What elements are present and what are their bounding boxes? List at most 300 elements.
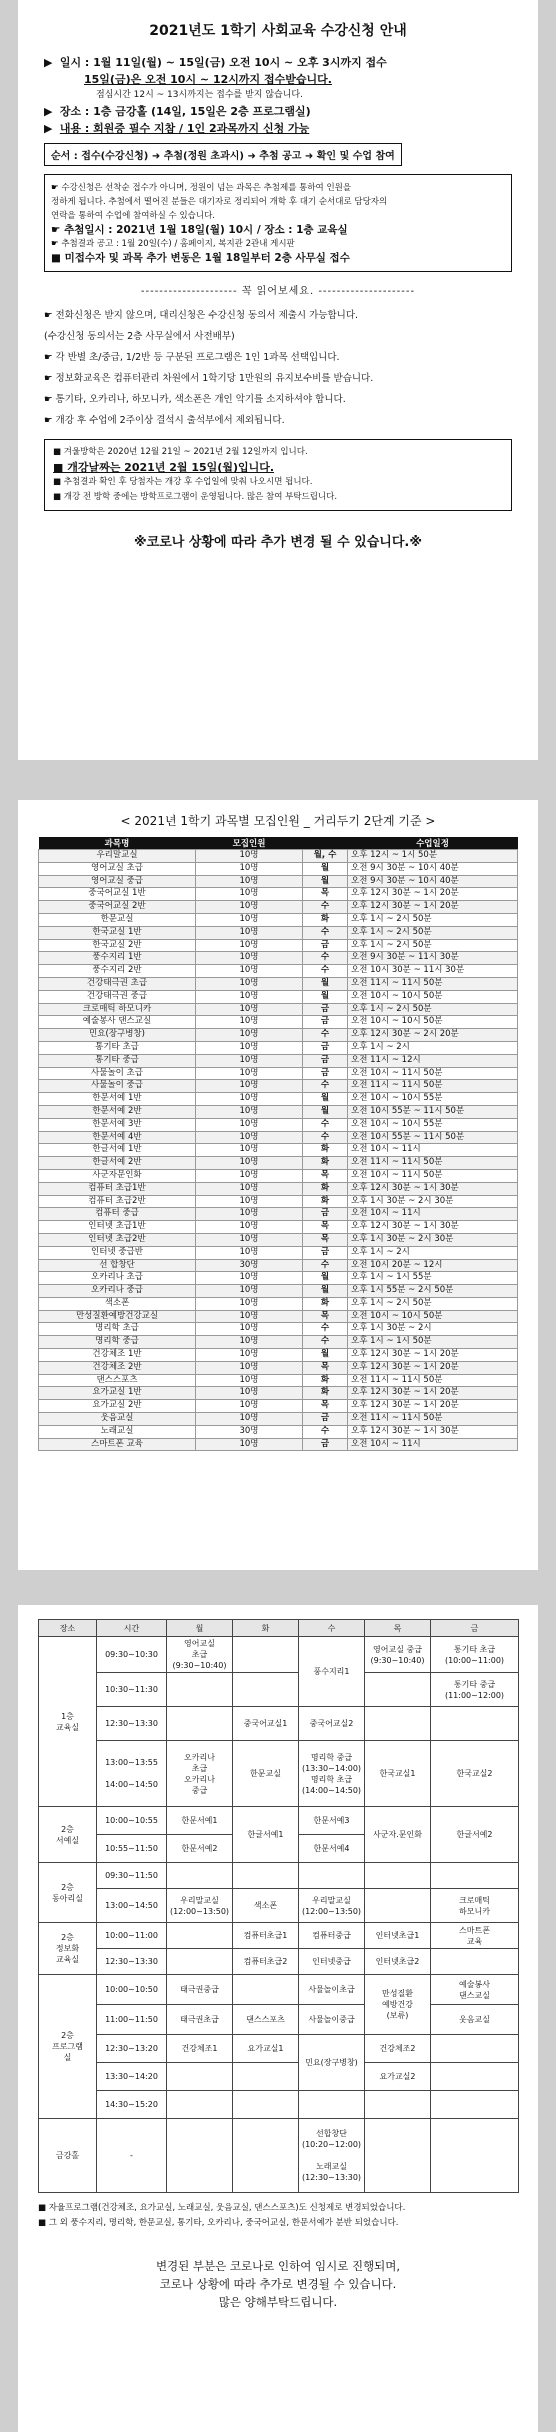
day-cell: 금 — [303, 939, 348, 952]
schedule-cell: 오전 9시 30분 ~ 10시 40분 — [348, 862, 518, 875]
capacity-cell: 10명 — [196, 850, 303, 863]
capacity-cell: 10명 — [196, 875, 303, 888]
timetable-cell: 인터넷중급 — [299, 1949, 365, 1975]
schedule-cell: 오전 10시 ~ 10시 50분 — [348, 1016, 518, 1029]
schedule-cell: 오후 1시 ~ 2시 — [348, 1246, 518, 1259]
th-thu: 목 — [365, 1620, 431, 1637]
timetable-cell — [167, 2119, 233, 2193]
timetable-body — [39, 1637, 519, 2193]
timetable-cell: 2층 프로그램 실 — [39, 1975, 97, 2119]
table-row — [39, 1054, 518, 1067]
subject-cell: 민요(장구병창) — [39, 1029, 196, 1042]
table-row — [39, 1169, 518, 1182]
timetable-cell: 컴퓨터초급2 — [233, 1949, 299, 1975]
timetable-cell: 통기타 초급 (10:00~11:00) — [431, 1637, 519, 1673]
recruitment-table — [38, 837, 518, 1451]
timetable-cell: 10:00~10:50 — [97, 1975, 167, 2005]
schedule-cell: 오후 12시 30분 ~ 1시 30분 — [348, 1221, 518, 1234]
timetable-cell — [233, 2063, 299, 2091]
timetable-cell — [167, 1707, 233, 1741]
timetable-cell: 우리말교실 (12:00~13:50) — [167, 1889, 233, 1923]
timetable-cell: 오카리나 초급 오카리나 중급 — [167, 1741, 233, 1807]
timetable-cell: 한문서예3 — [299, 1807, 365, 1835]
timetable-cell — [365, 1673, 431, 1707]
schedule-cell: 오후 12시 30분 ~ 1시 20분 — [348, 901, 518, 914]
capacity-cell: 10명 — [196, 1016, 303, 1029]
timetable-cell: 10:00~11:00 — [97, 1923, 167, 1949]
subject-cell: 영어교실 초급 — [39, 862, 196, 875]
timetable-cell — [233, 1673, 299, 1707]
timetable-cell: 12:30~13:30 — [97, 1707, 167, 1741]
schedule-cell: 오후 12시 30분 ~ 1시 20분 — [348, 1361, 518, 1374]
day-cell: 월 — [303, 1285, 348, 1298]
schedule-cell: 오전 10시 ~ 11시 50분 — [348, 1067, 518, 1080]
subject-cell: 사물놀이 중급 — [39, 1080, 196, 1093]
day-cell: 목 — [303, 1361, 348, 1374]
day-cell: 금 — [303, 1413, 348, 1426]
subject-cell: 스마트폰 교육 — [39, 1438, 196, 1451]
table-row — [39, 1131, 518, 1144]
day-cell: 금 — [303, 1246, 348, 1259]
table-row — [39, 1272, 518, 1285]
timetable-cell: 한국교실2 — [431, 1741, 519, 1807]
subject-cell: 한국교실 2반 — [39, 939, 196, 952]
day-cell: 금 — [303, 1003, 348, 1016]
table-row — [39, 1374, 518, 1387]
timetable-cell: 13:00~14:50 — [97, 1889, 167, 1923]
capacity-cell: 10명 — [196, 1374, 303, 1387]
timetable-cell — [299, 2091, 365, 2119]
schedule-cell: 오후 12시 ~ 1시 50분 — [348, 850, 518, 863]
subject-cell: 풍수지리 1반 — [39, 952, 196, 965]
timetable-cell — [167, 1949, 233, 1975]
timetable-cell: 웃음교실 — [431, 2005, 519, 2035]
timetable-cell — [431, 2035, 519, 2063]
timetable-cell: 스마트폰 교육 — [431, 1923, 519, 1949]
notice-page — [18, 0, 538, 760]
timetable-cell — [365, 1863, 431, 1889]
capacity-cell: 10명 — [196, 1003, 303, 1016]
timetable-cell: 14:30~15:20 — [97, 2091, 167, 2119]
place-text: 장소 : 1층 금강홀 (14일, 15일은 2층 프로그램실) — [59, 105, 311, 118]
subject-cell: 중국어교실 2반 — [39, 901, 196, 914]
header-day — [303, 837, 348, 850]
capacity-cell: 10명 — [196, 1361, 303, 1374]
timetable-cell: 2층 동아리실 — [39, 1863, 97, 1923]
subject-cell: 요가교실 1반 — [39, 1387, 196, 1400]
timetable-cell: 만성질환 예방건강 (보류) — [365, 1975, 431, 2035]
table-row — [39, 1285, 518, 1298]
timetable-cell: 통기타 중급 (11:00~12:00) — [431, 1673, 519, 1707]
day-cell: 화 — [303, 913, 348, 926]
capacity-cell: 10명 — [196, 1093, 303, 1106]
day-cell: 월 — [303, 1093, 348, 1106]
corona-notice: ※코로나 상황에 따라 추가 변경 될 수 있습니다.※ — [134, 535, 422, 550]
subject-cell: 예술봉사 댄스교실 — [39, 1016, 196, 1029]
schedule-cell: 오후 1시 55분 ~ 2시 50분 — [348, 1285, 518, 1298]
timetable-cell: 13:30~14:20 — [97, 2063, 167, 2091]
schedule-cell: 오후 1시 ~ 2시 50분 — [348, 1297, 518, 1310]
table-row — [39, 1259, 518, 1272]
subject-cell: 웃음교실 — [39, 1413, 196, 1426]
note-item: ☛ 통기타, 오카리나, 하모니카, 색소폰은 개인 악기를 소지하셔야 합니다. — [44, 394, 346, 405]
timetable-cell — [233, 1637, 299, 1673]
day-cell: 월, 수 — [303, 850, 348, 863]
subject-cell: 댄스스포츠 — [39, 1374, 196, 1387]
timetable-cell: 예술봉사 댄스교실 — [431, 1975, 519, 2005]
timetable-cell: 인터넷초급1 — [365, 1923, 431, 1949]
subject-cell: 오카리나 초급 — [39, 1272, 196, 1285]
day-cell: 수 — [303, 965, 348, 978]
capacity-cell: 10명 — [196, 1118, 303, 1131]
table-row — [39, 1041, 518, 1054]
timetable-cell: 2층 정보화 교육실 — [39, 1923, 97, 1975]
capacity-cell: 10명 — [196, 1169, 303, 1182]
schedule-cell: 오전 10시 55분 ~ 11시 50분 — [348, 1131, 518, 1144]
draw-info: ☛ 추첨일시 : 2021년 1월 18일(월) 10시 / 장소 : 1층 교육실 — [51, 224, 348, 236]
schedule-cell: 오후 1시 ~ 2시 50분 — [348, 926, 518, 939]
draw-notice: ☛ 추첨결과 공고 : 1월 20일(수) / 홈페이지, 복지관 2관내 게시판 — [51, 239, 295, 249]
subject-cell: 한글서예 2반 — [39, 1157, 196, 1170]
schedule-cell: 오후 12시 30분 ~ 1시 30분 — [348, 1425, 518, 1438]
capacity-cell: 10명 — [196, 1285, 303, 1298]
schedule-cell: 오전 10시 ~ 11시 — [348, 1438, 518, 1451]
timetable-cell: 사물놀이중급 — [299, 2005, 365, 2035]
timetable-cell — [167, 2091, 233, 2119]
schedule-cell: 오후 12시 30분 ~ 1시 30분 — [348, 1182, 518, 1195]
vacation-box — [44, 439, 512, 511]
draw-description-line: 연락을 통하여 수업에 참여하실 수 있습니다. — [51, 211, 216, 221]
timetable-cell — [431, 1863, 519, 1889]
capacity-cell: 10명 — [196, 1131, 303, 1144]
table-row — [39, 1029, 518, 1042]
subject-cell: 건강체조 2반 — [39, 1361, 196, 1374]
subject-cell: 한문서예 3반 — [39, 1118, 196, 1131]
day-cell: 수 — [303, 926, 348, 939]
schedule-cell: 오후 12시 30분 ~ 1시 20분 — [348, 1400, 518, 1413]
timetable-cell: 09:30~10:30 — [97, 1637, 167, 1673]
capacity-cell: 10명 — [196, 1029, 303, 1042]
table-row — [39, 1438, 518, 1451]
timetable-cell: 10:55~11:50 — [97, 1835, 167, 1863]
schedule-cell: 오후 1시 ~ 1시 55분 — [348, 1272, 518, 1285]
subject-cell: 사군자문인화 — [39, 1169, 196, 1182]
timetable-cell: 중국어교실2 — [299, 1707, 365, 1741]
schedule-cell: 오전 9시 30분 ~ 11시 30분 — [348, 952, 518, 965]
subject-cell: 선 합창단 — [39, 1259, 196, 1272]
table-row — [39, 850, 518, 863]
place-row: ▶ 장소 : 1층 금강홀 (14일, 15일은 2층 프로그램실) — [44, 105, 311, 118]
subject-cell: 사물놀이 초급 — [39, 1067, 196, 1080]
day-cell: 월 — [303, 1349, 348, 1362]
table-row — [39, 1246, 518, 1259]
draw-description — [51, 181, 505, 223]
th-wed: 수 — [299, 1620, 365, 1637]
schedule-text: 일시 : 1월 11일(월) ~ 15일(금) 오전 10시 ~ 오후 3시까지 접수 — [59, 56, 387, 69]
day-cell: 수 — [303, 1131, 348, 1144]
timetable-cell: 선합창단 (10:20~12:00) 노래교실 (12:30~13:30) — [299, 2119, 365, 2193]
place-cell: 1층 교육실 — [39, 1637, 97, 1807]
timetable-cell — [431, 1707, 519, 1741]
table-row — [39, 1349, 518, 1362]
capacity-cell: 10명 — [196, 901, 303, 914]
table-row — [39, 888, 518, 901]
table-row — [39, 1157, 518, 1170]
note-item: ☛ 정보화교육은 컴퓨터관리 차원에서 1학기당 1만원의 유지보수비를 받습니다. — [44, 373, 374, 384]
subject-cell: 한글서예 1반 — [39, 1144, 196, 1157]
table-row — [39, 965, 518, 978]
table-row — [39, 1361, 518, 1374]
draw-description-line: 정하게 됩니다. 추첨에서 떨어진 분들은 대기자로 정리되어 개학 후 대기 순서대로 담당자의 — [51, 197, 388, 207]
timetable-cell: 사군자.문인화 — [365, 1807, 431, 1863]
th-time: 시간 — [97, 1620, 167, 1637]
timetable-cell — [299, 1863, 365, 1889]
capacity-cell: 10명 — [196, 1310, 303, 1323]
subject-cell: 명리학 중급 — [39, 1336, 196, 1349]
timetable-cell — [167, 2063, 233, 2091]
th-tue: 화 — [233, 1620, 299, 1637]
timetable-cell: 영어교실 중급 (9:30~10:40) — [365, 1637, 431, 1673]
day-cell: 화 — [303, 1374, 348, 1387]
note-line: ■ 자율프로그램(건강체조, 요가교실, 노래교실, 웃음교실, 댄스스포츠)도 신청제로 변경되었습니다. — [38, 2203, 406, 2213]
subject-cell: 컴퓨터 중급 — [39, 1208, 196, 1221]
timetable-cell: - — [97, 2119, 167, 2193]
timetable-cell: 건강체조2 — [365, 2035, 431, 2063]
table-row — [39, 913, 518, 926]
schedule-cell: 오전 11시 ~ 11시 50분 — [348, 977, 518, 990]
capacity-cell: 10명 — [196, 1105, 303, 1118]
timetable-cell — [233, 2119, 299, 2193]
table-row — [39, 1413, 518, 1426]
day-cell: 수 — [303, 1080, 348, 1093]
subject-cell: 인터넷 초급1반 — [39, 1221, 196, 1234]
timetable-cell: 한문서예1 — [167, 1807, 233, 1835]
draw-info-box — [44, 174, 512, 272]
schedule-cell: 오후 12시 30분 ~ 1시 20분 — [348, 1387, 518, 1400]
timetable-cell — [233, 2091, 299, 2119]
day-cell: 수 — [303, 1259, 348, 1272]
timetable-cell: 10:00~10:55 — [97, 1807, 167, 1835]
header-capacity: 모집인원 — [196, 837, 303, 850]
day-cell: 목 — [303, 888, 348, 901]
note-line: ■ 그 외 풍수지리, 명리학, 한문교실, 통기타, 오카리나, 중국어교실, 한문서예가 분반 되었습니다. — [38, 2218, 399, 2228]
day-cell: 화 — [303, 1387, 348, 1400]
schedule-cell: 오전 10시 ~ 10시 55분 — [348, 1118, 518, 1131]
day-cell: 월 — [303, 1272, 348, 1285]
schedule-cell: 오전 10시 ~ 10시 50분 — [348, 1310, 518, 1323]
table-row — [39, 1297, 518, 1310]
schedule-cell: 오후 12시 30분 ~ 2시 20분 — [348, 1029, 518, 1042]
draw-description-line: ☛ 수강신청은 선착순 접수가 아니며, 정원이 넘는 과목은 추첨제를 통하여 인원을 — [51, 183, 352, 193]
subject-cell: 한문서예 4반 — [39, 1131, 196, 1144]
final-notice — [38, 2257, 518, 2311]
subject-cell: 한문서예 1반 — [39, 1093, 196, 1106]
schedule-cell: 오전 10시 ~ 10시 55분 — [348, 1093, 518, 1106]
schedule-cell: 오후 1시 ~ 2시 — [348, 1041, 518, 1054]
schedule-cell: 오전 11시 ~ 11시 50분 — [348, 1413, 518, 1426]
capacity-cell: 10명 — [196, 939, 303, 952]
schedule-cell: 오전 10시 55분 ~ 11시 50분 — [348, 1105, 518, 1118]
vacation-line: ■ 겨울방학은 2020년 12월 21일 ~ 2021년 2월 12일까지 입니다. — [53, 447, 308, 457]
timetable-cell: 중국어교실1 — [233, 1707, 299, 1741]
subject-cell: 한문서예 2반 — [39, 1105, 196, 1118]
day-cell: 월 — [303, 862, 348, 875]
timetable-cell: 명리학 중급 (13:30~14:00) 명리학 초급 (14:00~14:50) — [299, 1741, 365, 1807]
timetable-cell — [365, 2119, 431, 2193]
timetable-cell — [167, 1923, 233, 1949]
capacity-cell: 10명 — [196, 1297, 303, 1310]
timetable-cell: 풍수지리1 — [299, 1637, 365, 1707]
timetable-cell: 한글서예1 — [233, 1807, 299, 1863]
timetable-cell: 영어교실 초급 (9:30~10:40) — [167, 1637, 233, 1673]
capacity-cell: 10명 — [196, 952, 303, 965]
timetable-cell — [431, 1949, 519, 1975]
schedule-cell: 오전 11시 ~ 11시 50분 — [348, 1374, 518, 1387]
capacity-cell: 10명 — [196, 1413, 303, 1426]
day-cell: 월 — [303, 977, 348, 990]
timetable-cell: 태극권중급 — [167, 1975, 233, 2005]
subject-cell: 중국어교실 1반 — [39, 888, 196, 901]
timetable-cell — [431, 2091, 519, 2119]
note-item: ☛ 개강 후 수업에 2주이상 결석시 출석부에서 제외됩니다. — [44, 415, 285, 426]
day-cell: 수 — [303, 1323, 348, 1336]
table-row — [39, 1182, 518, 1195]
day-cell: 수 — [303, 1425, 348, 1438]
subject-cell: 오카리나 중급 — [39, 1285, 196, 1298]
header-subject: 과목명 — [39, 837, 196, 850]
capacity-cell: 10명 — [196, 1080, 303, 1093]
content-text: 내용 : 회원증 필수 지참 / 1인 2과목까지 신청 가능 — [59, 122, 310, 135]
capacity-cell: 10명 — [196, 1208, 303, 1221]
table-row — [39, 977, 518, 990]
timetable-cell: 09:30~11:50 — [97, 1863, 167, 1889]
timetable-cell: 한문서예2 — [167, 1835, 233, 1863]
capacity-cell: 10명 — [196, 1157, 303, 1170]
note-item: ☛ 각 반별 초/중급, 1/2반 등 구분된 프로그램은 1인 1과목 선택입니다. — [44, 352, 340, 363]
day-cell: 목 — [303, 1310, 348, 1323]
timetable-page — [18, 1605, 538, 2432]
subject-cell: 한문교실 — [39, 913, 196, 926]
timetable-cell: 크로매틱 하모니카 — [431, 1889, 519, 1923]
day-cell: 화 — [303, 1195, 348, 1208]
timetable-cell: 컴퓨터중급 — [299, 1923, 365, 1949]
timetable-cell — [365, 1707, 431, 1741]
final-line: 변경된 부분은 코로나로 인하여 임시로 진행되며, — [155, 2259, 401, 2273]
th-fri: 금 — [431, 1620, 519, 1637]
timetable-cell: 한국교실1 — [365, 1741, 431, 1807]
schedule-cell: 오후 1시 30분 ~ 2시 — [348, 1323, 518, 1336]
day-cell: 화 — [303, 1157, 348, 1170]
schedule-cell: 오후 1시 30분 ~ 2시 30분 — [348, 1195, 518, 1208]
subject-cell: 컴퓨터 초급2반 — [39, 1195, 196, 1208]
capacity-cell: 10명 — [196, 1233, 303, 1246]
capacity-cell: 10명 — [196, 1400, 303, 1413]
capacity-cell: 10명 — [196, 1246, 303, 1259]
notes-list — [44, 307, 512, 429]
capacity-cell: 10명 — [196, 1182, 303, 1195]
day-cell: 목 — [303, 1400, 348, 1413]
subject-cell: 컴퓨터 초급1반 — [39, 1182, 196, 1195]
subject-cell: 풍수지리 2반 — [39, 965, 196, 978]
day-cell: 화 — [303, 1182, 348, 1195]
timetable-cell: 13:00~13:55 14:00~14:50 — [97, 1741, 167, 1807]
table-row — [39, 862, 518, 875]
table-row — [39, 1144, 518, 1157]
subject-cell: 건강태극권 중급 — [39, 990, 196, 1003]
day-cell: 수 — [303, 1118, 348, 1131]
note-item: (수강신청 동의서는 2층 사무실에서 사전배부) — [44, 331, 235, 342]
capacity-cell: 10명 — [196, 1438, 303, 1451]
final-line: 많은 양해부탁드립니다. — [218, 2295, 338, 2309]
read-carefully-divider: --------------------- 꼭 읽어보세요. --------------------- — [140, 286, 416, 297]
day-cell: 금 — [303, 1016, 348, 1029]
capacity-cell: 10명 — [196, 1272, 303, 1285]
header-schedule: 수업일정 — [348, 837, 518, 850]
schedule-cell: 오전 10시 20분 ~ 12시 — [348, 1259, 518, 1272]
capacity-cell: 10명 — [196, 888, 303, 901]
timetable-cell: 색소폰 — [233, 1889, 299, 1923]
timetable-cell — [167, 1863, 233, 1889]
timetable-cell: 태극권초급 — [167, 2005, 233, 2035]
subject-cell: 영어교실 중급 — [39, 875, 196, 888]
capacity-cell: 10명 — [196, 1221, 303, 1234]
table-row — [39, 952, 518, 965]
day-cell: 목 — [303, 1233, 348, 1246]
subject-cell: 노래교실 — [39, 1425, 196, 1438]
schedule-row: ▶ 일시 : 1월 11일(월) ~ 15일(금) 오전 10시 ~ 오후 3시까지 접수 — [44, 56, 387, 69]
subject-cell: 건강태극권 초급 — [39, 977, 196, 990]
schedule-cell: 오후 1시 30분 ~ 2시 30분 — [348, 1233, 518, 1246]
subject-cell: 만성질환예방건강교실 — [39, 1310, 196, 1323]
schedule-cell: 오전 10시 ~ 11시 — [348, 1144, 518, 1157]
day-cell: 금 — [303, 1438, 348, 1451]
schedule-cell: 오후 1시 ~ 2시 50분 — [348, 913, 518, 926]
content-row: ▶ 내용 : 회원증 필수 지참 / 1인 2과목까지 신청 가능 — [44, 122, 310, 135]
timetable-cell: 요가교실1 — [233, 2035, 299, 2063]
capacity-cell: 10명 — [196, 1336, 303, 1349]
timetable-cell — [233, 1863, 299, 1889]
schedule-cell: 오후 1시 ~ 2시 50분 — [348, 939, 518, 952]
subject-cell: 통기타 초급 — [39, 1041, 196, 1054]
capacity-cell: 10명 — [196, 1054, 303, 1067]
day-cell: 월 — [303, 990, 348, 1003]
table-row — [39, 1093, 518, 1106]
timetable-cell: 사물놀이초급 — [299, 1975, 365, 2005]
recruitment-page — [18, 800, 538, 1570]
capacity-cell: 10명 — [196, 977, 303, 990]
result-line: ■ 추첨결과 확인 후 당첨자는 개강 후 수업일에 맞춰 나오시면 됩니다. — [53, 477, 313, 487]
timetable-cell — [365, 2091, 431, 2119]
table-row — [39, 1400, 518, 1413]
subject-cell: 인터넷 초급2반 — [39, 1233, 196, 1246]
table-row — [39, 1233, 518, 1246]
schedule-cell: 오전 11시 ~ 11시 50분 — [348, 1080, 518, 1093]
timetable-notes — [38, 2201, 518, 2231]
capacity-cell: 30명 — [196, 1259, 303, 1272]
timetable-cell: 민요(장구병창) — [299, 2035, 365, 2091]
timetable-cell: 컴퓨터초급1 — [233, 1923, 299, 1949]
day-cell: 금 — [303, 1054, 348, 1067]
capacity-cell: 30명 — [196, 1425, 303, 1438]
day-cell: 수 — [303, 1029, 348, 1042]
capacity-cell: 10명 — [196, 1144, 303, 1157]
timetable-cell: 인터넷초급2 — [365, 1949, 431, 1975]
recruitment-title: < 2021년 1학기 과목별 모집인원 _ 거리두기 2단계 기준 > — [120, 814, 436, 828]
subject-cell: 인터넷 중급반 — [39, 1246, 196, 1259]
subject-cell: 건강체조 1반 — [39, 1349, 196, 1362]
day-cell: 수 — [303, 952, 348, 965]
day-cell: 수 — [303, 1336, 348, 1349]
